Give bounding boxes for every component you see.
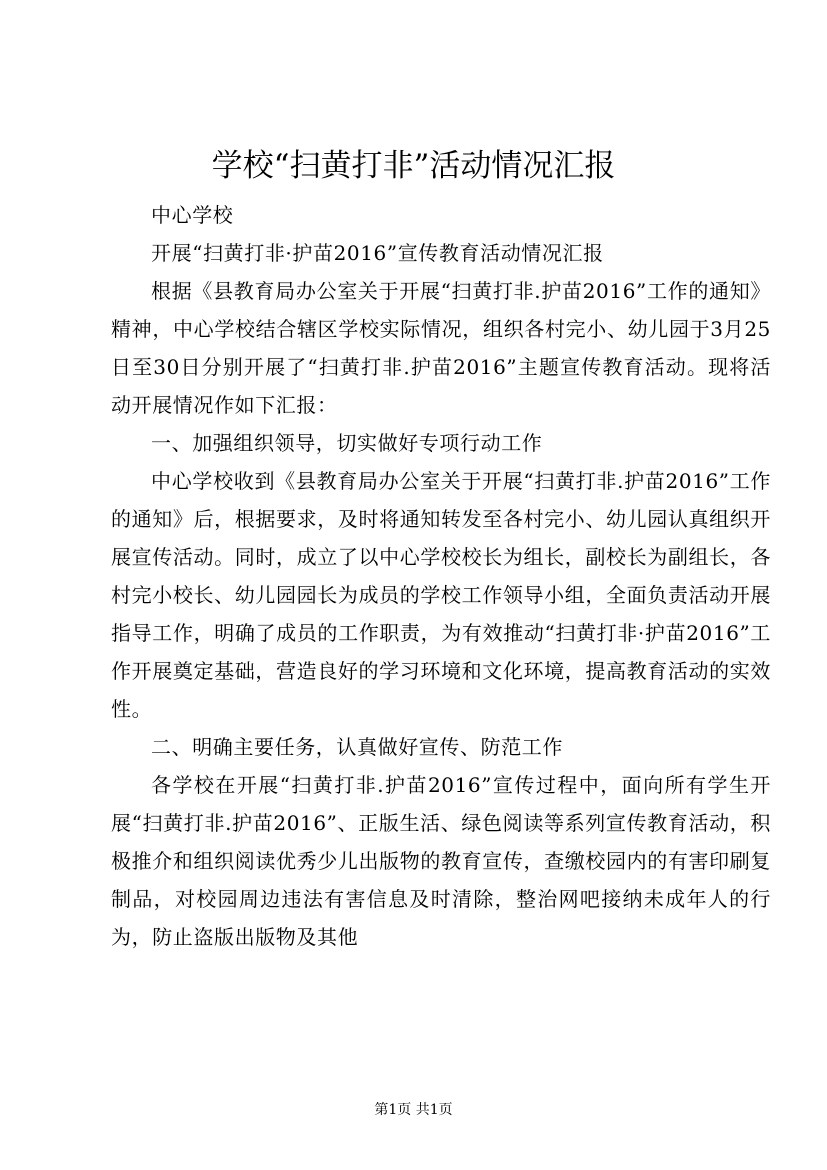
section-heading-1: 一、加强组织领导，切实做好专项行动工作 [151,431,543,455]
document-body [111,196,771,956]
paragraph-section-2: 各学校在开展“扫黄打非.护苗2016”宣传过程中，面向所有学生开展“扫黄打非.护苗2016”、正版生活、绿色阅读等系列宣传教育活动，积极推介和组织阅读优秀少儿出版物的教育宣传，查缴校园内的有害印刷复制品，对校园周边违法有害信息及时清除，整治网吧接纳未成年人的行为，防止盗版出版物及其他 [111,773,771,949]
paragraph-report-subtitle: 开展“扫黄打非·护苗2016”宣传教育活动情况汇报 [151,241,604,265]
page-footer: 第1页 共1页 [374,1102,453,1118]
paragraph-intro: 根据《县教育局办公室关于开展“扫黄打非.护苗2016”工作的通知》精神，中心学校结合辖区学校实际情况，组织各村完小、幼儿园于3月25日至30日分别开展了“扫黄打非.护苗2016”主题宣传教育活动。现将活动开展情况作如下汇报： [111,279,771,417]
paragraph-school: 中心学校 [151,203,234,227]
section-heading-2: 二、明确主要任务，认真做好宣传、防范工作 [151,735,563,759]
document-title: 学校“扫黄打非”活动情况汇报 [211,148,616,184]
paragraph-section-1: 中心学校收到《县教育局办公室关于开展“扫黄打非.护苗2016”工作的通知》后，根据要求，及时将通知转发至各村完小、幼儿园认真组织开展宣传活动。同时，成立了以中心学校校长为组长，副校长为副组长，各村完小校长、幼儿园园长为成员的学校工作领导小组，全面负责活动开展指导工作，明确了成员的工作职责，为有效推动“扫黄打非·护苗2016”工作开展奠定基础，营造良好的学习环境和文化环境，提高教育活动的实效性。 [111,469,771,721]
